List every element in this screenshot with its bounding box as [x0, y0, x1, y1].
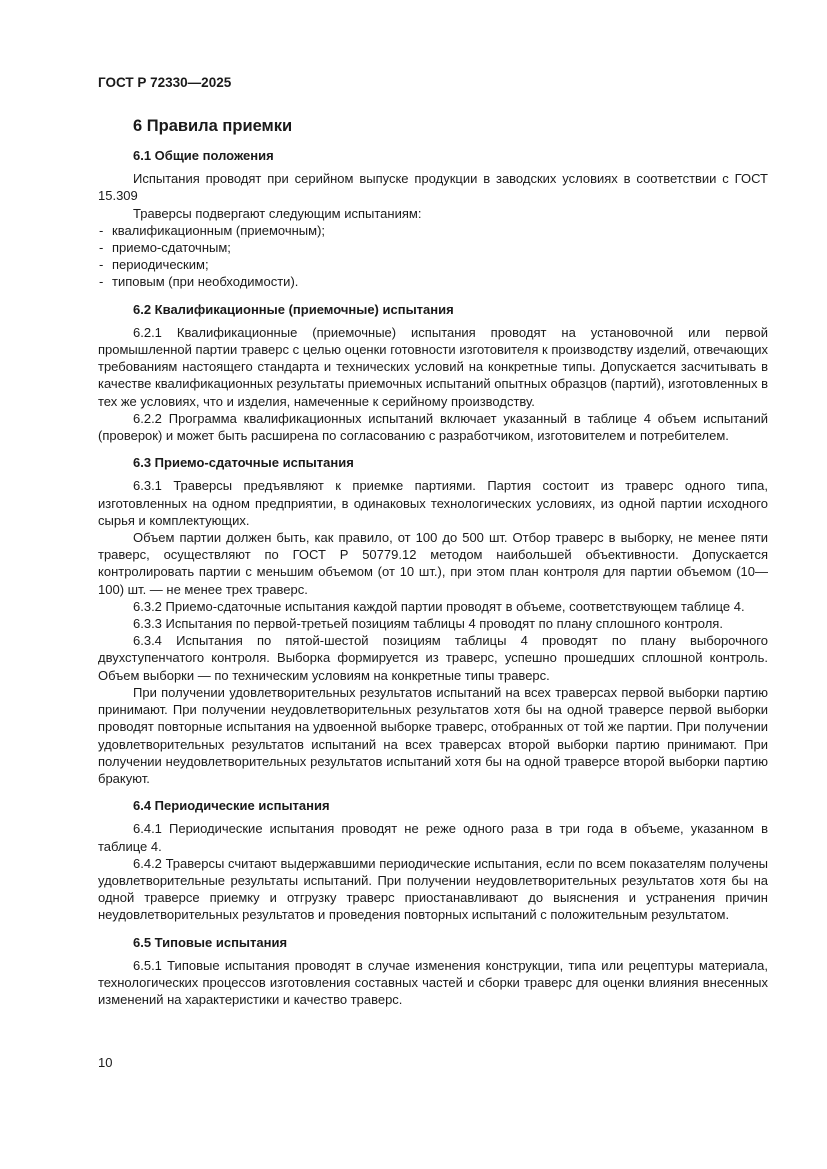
page-content [98, 116, 768, 1008]
paragraph: 6.3.2 Приемо-сдаточные испытания каждой партии проводят в объеме, соответствующем таблице 4. [133, 598, 745, 614]
subsection-6-3-title: 6.3 Приемо-сдаточные испытания [133, 455, 354, 471]
paragraph: Испытания проводят при серийном выпуске продукции в заводских условиях в соответствии с ГОСТ 15.309 [98, 171, 768, 204]
list-item: - приемо-сдаточным; [98, 239, 768, 256]
paragraph: 6.4.2 Траверсы считают выдержавшими периодические испытания, если по всем показателям получены удовлетворительные результаты испытаний. При получении неудовлетворительных результатов хотя бы на одной траверсе приемку и отгрузку траверс приостанавливают до выяснения и устранения причин неудовлетворительных результатов и проведения повторных испытаний с положительным результатом. [98, 855, 768, 923]
test-types-list [98, 222, 768, 291]
subsection-6-5-title: 6.5 Типовые испытания [133, 934, 288, 950]
paragraph: 6.3.1 Траверсы предъявляют к приемке партиями. Партия состоит из траверс одного типа, изготовленных на одном предприятии, в одинаковых технологических условиях, из одной партии исходного сырья и комплектующих. [98, 478, 768, 528]
subsection-6-4-title: 6.4 Периодические испытания [133, 798, 330, 814]
paragraph: Траверсы подвергают следующим испытаниям: [133, 205, 422, 221]
list-item: - типовым (при необходимости). [98, 273, 768, 290]
paragraph: Объем партии должен быть, как правило, от 100 до 500 шт. Отбор траверс в выборку, не менее пяти траверс, осуществляют по ГОСТ Р 50779.12 методом наибольшей объективности. Допускается контролировать партии с меньшим объемом (от 10 шт.), при этом план контроля для партии объемом (10—100) шт. — не менее трех траверс. [98, 530, 768, 597]
document-header: ГОСТ Р 72330—2025 [98, 75, 232, 90]
list-item: - периодическим; [98, 256, 768, 273]
paragraph: 6.3.3 Испытания по первой-третьей позициям таблицы 4 проводят по плану сплошного контроля. [133, 616, 723, 632]
subsection-6-1-title: 6.1 Общие положения [133, 148, 274, 163]
list-item: - квалификационным (приемочным); [98, 222, 768, 239]
paragraph: 6.4.1 Периодические испытания проводят не реже одного раза в три года в объеме, указанном в таблице 4. [98, 821, 768, 854]
paragraph: 6.2.1 Квалификационные (приемочные) испытания проводят на установочной или первой промышленной партии траверс с целью оценки готовности изготовителя к производству изделий, отвечающих требованиям настоящего стандарта и технических условий на конкретные типы. Допускается засчитывать в качестве квалификационных результаты приемочных испытаний опытных образцов (партий), изготовленных в тех же условиях, что и изделия, намеченные к серийному производству. [98, 324, 768, 409]
section-title: 6 Правила приемки [133, 117, 293, 135]
page-number: 10 [98, 1055, 113, 1070]
subsection-6-2-title: 6.2 Квалификационные (приемочные) испытания [133, 301, 454, 317]
paragraph: 6.5.1 Типовые испытания проводят в случае изменения конструкции, типа или рецептуры материала, технологических процессов изготовления составных частей и сборки траверс для оценки влияния внесенных изменений на характеристики и качество траверс. [98, 957, 768, 1008]
paragraph: 6.2.2 Программа квалификационных испытаний включает указанный в таблице 4 объем испытаний (проверок) и может быть расширена по согласованию с разработчиком, изготовителем и потребителем. [98, 410, 768, 444]
paragraph: При получении удовлетворительных результатов испытаний на всех траверсах первой выборки партию принимают. При получении неудовлетворительных результатов хотя бы на одной траверсе первой выборки проводят повторные испытания на удвоенной выборке траверс, отобранных от той же партии. При получении удовлетворительных результатов испытаний на всех траверсах второй выборки партию принимают. При получении неудовлетворительных результатов испытаний хотя бы на одной траверсе второй выборки партию бракуют. [98, 684, 768, 786]
paragraph: 6.3.4 Испытания по пятой-шестой позициям таблицы 4 проводят по плану выборочного двухступенчатого контроля. Выборка формируется из траверс, успешно прошедших сплошной контроль. Объем выборки — по техническим условиям на конкретные типы траверс. [98, 633, 768, 683]
